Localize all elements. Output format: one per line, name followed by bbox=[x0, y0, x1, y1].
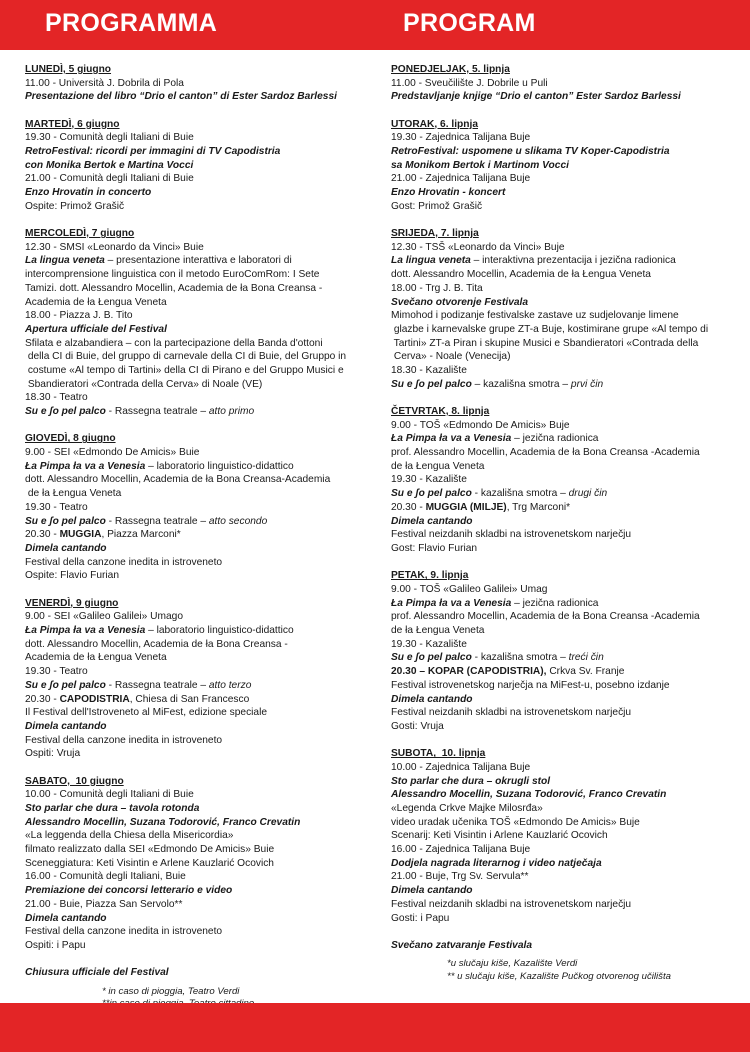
day-block bbox=[25, 597, 375, 761]
event-line bbox=[391, 597, 741, 611]
event-line: video uradak učenika TOŠ «Edmondo De Amicis» Buje bbox=[391, 816, 640, 828]
event-line: con Monika Bertok e Martina Vocci bbox=[25, 159, 194, 171]
event-line bbox=[391, 378, 741, 392]
event-line: «La leggenda della Chiesa della Misericordia» bbox=[25, 830, 234, 842]
event-line: «Legenda Crkve Majke Milosrđa» bbox=[391, 802, 543, 814]
day-heading: PONEDJELJAK, 5. lipnja bbox=[391, 64, 510, 75]
event-line: 18.00 - Piazza J. B. Tito bbox=[25, 310, 133, 322]
event-line: Gost: Primož Grašič bbox=[391, 200, 483, 212]
event-text: – kazališna smotra – bbox=[471, 378, 571, 390]
event-line: 10.00 - Zajednica Talijana Buje bbox=[391, 761, 531, 773]
event-text: MUGGIA bbox=[59, 529, 102, 541]
event-text: 20.30 - bbox=[25, 693, 60, 705]
event-text: – jezična radionica bbox=[511, 433, 599, 445]
day-block bbox=[391, 227, 741, 391]
event-text: - kazališna smotra – bbox=[471, 652, 569, 664]
event-line: Tamizi. dott. Alessandro Mocellin, Academia de ła Bona Creansa - bbox=[25, 282, 323, 294]
event-line: Dimela cantando bbox=[25, 720, 107, 732]
footer-bar bbox=[0, 1003, 750, 1052]
event-text: Ła Pimpa ła va a Venesia bbox=[391, 597, 512, 609]
event-line: Academia de ła Łengua Veneta bbox=[25, 296, 167, 308]
event-text: 20.30 - bbox=[25, 529, 60, 541]
day-heading: MERCOLEDÌ, 7 giugno bbox=[25, 228, 135, 240]
event-line: Ospiti: i Papu bbox=[25, 939, 86, 951]
event-line: Ospite: Flavio Furian bbox=[25, 570, 119, 582]
event-text: Su e ʃo pel palco bbox=[391, 652, 472, 664]
croatian-program-column bbox=[391, 63, 741, 983]
event-line: 9.00 - SEI «Galileo Galilei» Umago bbox=[25, 611, 183, 623]
event-line: Dimela cantando bbox=[391, 693, 473, 705]
event-line: Sbandieratori «Contrada della Cerva» di Noale (VE) bbox=[25, 378, 263, 390]
event-line: glazbe i karnevalske grupe ZT-a Buje, kostimirane grupe «Al tempo di bbox=[391, 323, 709, 335]
event-line bbox=[25, 528, 375, 542]
event-line bbox=[25, 460, 375, 474]
event-line: Cerva» - Noale (Venecija) bbox=[391, 351, 511, 363]
event-line: Il Festival dell'Istroveneto al MiFest, edizione speciale bbox=[25, 707, 268, 719]
event-line: Dimela cantando bbox=[25, 543, 107, 554]
event-line: de ła Łengua Veneta bbox=[391, 625, 485, 637]
event-text: - kazališna smotra – bbox=[471, 488, 569, 500]
event-line: sa Monikom Bertok i Martinom Vocci bbox=[391, 159, 569, 171]
event-line: 18.30 - Teatro bbox=[25, 392, 88, 404]
day-heading: SRIJEDA, 7. lipnja bbox=[391, 228, 479, 240]
event-line: dott. Alessandro Mocellin, Academia de ła Bona Creansa-Academia bbox=[25, 474, 331, 486]
event-line: 19.30 - Comunità degli Italiani di Buie bbox=[25, 132, 194, 144]
event-line bbox=[391, 501, 741, 515]
event-line: Festival della canzone inedita in istroveneto bbox=[25, 926, 223, 938]
event-line: 18.30 - Kazalište bbox=[391, 365, 467, 377]
footnote: * in caso di pioggia, Teatro Verdi bbox=[102, 985, 240, 997]
day-block bbox=[391, 569, 741, 733]
event-line: 11.00 - Sveučilište J. Dobrile u Puli bbox=[391, 77, 548, 89]
event-line: 21.00 - Buje, Trg Sv. Servula** bbox=[391, 871, 529, 883]
event-line: Presentazione del libro “Drio el canton” di Ester Sardoz Barlessi bbox=[25, 91, 337, 103]
event-text: – laboratorio linguistico-didattico bbox=[145, 460, 294, 472]
footnote: ** u slučaju kiše, Kazalište Pučkog otvorenog učilišta bbox=[447, 970, 671, 982]
day-block bbox=[25, 63, 375, 104]
event-text: Su e ʃo pel palco bbox=[25, 679, 106, 691]
event-line: Ospite: Primož Grašič bbox=[25, 200, 125, 212]
event-line: Gosti: i Papu bbox=[391, 912, 450, 924]
event-text: – interaktivna prezentacija i jezična radionica bbox=[470, 255, 676, 267]
day-block bbox=[25, 227, 375, 419]
event-line: 19.30 - Teatro bbox=[25, 666, 88, 678]
event-line: Ospiti: Vruja bbox=[25, 748, 81, 760]
event-line: Dodjela nagrada literarnog i video natječaja bbox=[391, 857, 602, 869]
event-line: Svečano otvorenje Festivala bbox=[391, 296, 529, 308]
event-line: Sto parlar che dura – tavola rotonda bbox=[25, 802, 200, 814]
event-line bbox=[25, 405, 375, 419]
event-line: 21.00 - Buie, Piazza San Servolo** bbox=[25, 898, 183, 910]
day-heading: SABATO, 10 giugno bbox=[25, 775, 124, 787]
event-line: filmato realizzato dalla SEI «Edmondo De Amicis» Buie bbox=[25, 844, 275, 856]
event-line: prof. Alessandro Mocellin, Academia de ła Bona Creansa -Academia bbox=[391, 447, 700, 459]
event-line bbox=[391, 487, 741, 501]
event-line: 11.00 - Università J. Dobrila di Pola bbox=[25, 77, 184, 89]
event-text: Su e ʃo pel palco bbox=[25, 406, 106, 418]
event-line: Festival neizdanih skladbi na istrovenetskom narječju bbox=[391, 707, 632, 719]
day-block bbox=[391, 747, 741, 925]
event-line: Festival della canzone inedita in istroveneto bbox=[25, 556, 223, 568]
day-block bbox=[25, 432, 375, 583]
event-text: , Trg Marconi* bbox=[506, 501, 571, 513]
day-block bbox=[25, 775, 375, 953]
day-heading: SUBOTA, 10. lipnja bbox=[391, 748, 486, 760]
event-line: Academia de ła Łengua Veneta bbox=[25, 652, 167, 664]
event-line: 19.30 - Kazalište bbox=[391, 474, 467, 486]
event-line: 9.00 - SEI «Edmondo De Amicis» Buie bbox=[25, 447, 200, 459]
event-line bbox=[391, 651, 741, 665]
event-line bbox=[25, 515, 375, 529]
event-text: – jezična radionica bbox=[511, 597, 599, 609]
event-line: Dimela cantando bbox=[391, 885, 473, 897]
event-line: Sfilata e alzabandiera – con la partecipazione della Banda d'ottoni bbox=[25, 337, 323, 349]
event-line: Premiazione dei concorsi letterario e video bbox=[25, 885, 233, 897]
header-bar bbox=[0, 0, 750, 50]
day-heading: ČETVRTAK, 8. lipnja bbox=[391, 405, 490, 417]
rain-notes bbox=[391, 958, 741, 983]
event-text: Su e ʃo pel palco bbox=[391, 378, 472, 390]
day-block bbox=[391, 63, 741, 104]
event-line: Apertura ufficiale del Festival bbox=[25, 323, 167, 335]
event-line bbox=[25, 693, 375, 707]
event-text: - Rassegna teatrale – bbox=[105, 515, 209, 527]
event-line: Gosti: Vruja bbox=[391, 720, 444, 732]
event-line bbox=[25, 624, 375, 638]
event-line: 16.00 - Zajednica Talijana Buje bbox=[391, 844, 531, 856]
event-text: atto secondo bbox=[208, 515, 268, 527]
day-heading: VENERDÌ, 9 giugno bbox=[25, 597, 119, 609]
event-text: 20.30 - bbox=[391, 501, 426, 513]
event-text: Ła Pimpa ła va a Venesia bbox=[25, 460, 146, 472]
event-text: treći čin bbox=[568, 652, 604, 664]
title-italian: PROGRAMMA bbox=[45, 9, 218, 37]
event-line: 19.30 - Zajednica Talijana Buje bbox=[391, 132, 531, 144]
event-line: Dimela cantando bbox=[25, 912, 107, 924]
event-line: Alessandro Mocellin, Suzana Todorović, Franco Crevatin bbox=[391, 789, 667, 801]
event-line: 12.30 - SMSI «Leonardo da Vinci» Buie bbox=[25, 241, 204, 253]
event-line: Gost: Flavio Furian bbox=[391, 543, 478, 554]
event-text: Ła Pimpa ła va a Venesia bbox=[25, 625, 146, 637]
event-line: Sceneggiatura: Keti Visintin e Arlene Kauzlarić Ocovich bbox=[25, 857, 274, 869]
event-line: RetroFestival: uspomene u slikama TV Koper-Capodistria bbox=[391, 146, 670, 158]
event-line: Mimohod i podizanje festivalske zastave uz sudjelovanje limene bbox=[391, 310, 679, 322]
event-line: della CI di Buie, del gruppo di carnevale della CI di Buie, del Gruppo in bbox=[25, 351, 347, 363]
event-text: La lingua veneta bbox=[391, 255, 471, 267]
day-heading: UTORAK, 6. lipnja bbox=[391, 118, 478, 130]
event-text: MUGGIA (MILJE) bbox=[425, 501, 507, 513]
footnote: *u slučaju kiše, Kazalište Verdi bbox=[447, 958, 578, 970]
event-line: dott. Alessandro Mocellin, Academia de ła Łengua Veneta bbox=[391, 269, 651, 281]
event-line bbox=[25, 254, 375, 268]
event-line: Festival neizdanih skladbi na istrovenetskom narječju bbox=[391, 529, 632, 541]
event-line bbox=[25, 679, 375, 693]
event-text: Su e ʃo pel palco bbox=[25, 515, 106, 527]
closing-ceremony: Svečano zatvaranje Festivala bbox=[391, 939, 533, 951]
event-line: de ła Łengua Veneta bbox=[391, 460, 485, 472]
event-line: dott. Alessandro Mocellin, Academia de ła Bona Creansa - bbox=[25, 638, 288, 650]
event-line: Festival neizdanih skladbi na istrovenetskom narječju bbox=[391, 898, 632, 910]
event-line: Predstavljanje knjige “Drio el canton” Ester Sardoz Barlessi bbox=[391, 91, 681, 103]
event-text: La lingua veneta bbox=[25, 255, 105, 267]
event-line: Sto parlar che dura – okrugli stol bbox=[391, 775, 551, 787]
event-line: 9.00 - TOŠ «Galileo Galilei» Umag bbox=[391, 583, 548, 595]
event-text: - Rassegna teatrale – bbox=[105, 679, 209, 691]
day-block bbox=[391, 118, 741, 214]
event-line: intercomprensione linguistica con il metodo EuroComRom: I Sete bbox=[25, 269, 320, 281]
event-line: prof. Alessandro Mocellin, Academia de ła Bona Creansa -Academia bbox=[391, 611, 700, 623]
event-text: CAPODISTRIA bbox=[59, 693, 130, 705]
day-block bbox=[25, 118, 375, 214]
event-text: , Chiesa di San Francesco bbox=[129, 693, 250, 705]
event-line: 12.30 - TSŠ «Leonardo da Vinci» Buje bbox=[391, 241, 565, 253]
event-text: atto primo bbox=[208, 406, 255, 418]
event-text: Crkva Sv. Franje bbox=[546, 666, 625, 678]
event-line: Alessandro Mocellin, Suzana Todorović, Franco Crevatin bbox=[25, 816, 301, 828]
event-line: Dimela cantando bbox=[391, 515, 473, 527]
event-line bbox=[391, 665, 741, 679]
event-text: Ła Pimpa ła va a Venesia bbox=[391, 433, 512, 445]
event-line: 10.00 - Comunità degli Italiani di Buie bbox=[25, 789, 194, 801]
event-text: – laboratorio linguistico-didattico bbox=[145, 625, 294, 637]
event-line bbox=[391, 254, 741, 268]
event-line: de ła Łengua Veneta bbox=[25, 488, 122, 500]
event-text: – presentazione interattiva e laboratori di bbox=[104, 255, 292, 267]
event-text: drugi čin bbox=[568, 488, 608, 500]
day-heading: PETAK, 9. lipnja bbox=[391, 570, 469, 582]
event-text: , Piazza Marconi* bbox=[101, 529, 181, 541]
day-heading: GIOVEDÌ, 8 giugno bbox=[25, 433, 116, 445]
event-text: Su e ʃo pel palco bbox=[391, 488, 472, 500]
event-text: 20.30 – KOPAR (CAPODISTRIA), bbox=[391, 666, 547, 678]
event-line: Enzo Hrovatin - koncert bbox=[391, 187, 506, 199]
event-line: RetroFestival: ricordi per immagini di TV Capodistria bbox=[25, 146, 281, 158]
event-line: 19.30 - Kazalište bbox=[391, 638, 467, 650]
event-line: Enzo Hrovatin in concerto bbox=[25, 187, 152, 199]
event-line: costume «Al tempo di Tartini» della CI di Pirano e del Gruppo Musici e bbox=[25, 365, 344, 377]
event-line: Tartini» ZT-a Piran i skupine Musici e Sbandieratori «Contrada della bbox=[391, 337, 699, 349]
event-line: 21.00 - Comunità degli Italiani di Buie bbox=[25, 173, 194, 185]
event-line: Festival della canzone inedita in istroveneto bbox=[25, 734, 223, 746]
event-text: atto terzo bbox=[208, 679, 252, 691]
event-line: Scenarij: Keti Visintin i Arlene Kauzlarić Ocovich bbox=[391, 830, 608, 842]
italian-program-column bbox=[25, 63, 375, 1011]
event-line: Festival istrovenetskog narječja na MiFest-u, posebno izdanje bbox=[391, 679, 670, 691]
day-block bbox=[391, 405, 741, 556]
event-line: 18.00 - Trg J. B. Tita bbox=[391, 282, 483, 294]
day-heading: MARTEDÌ, 6 giugno bbox=[25, 118, 120, 130]
closing-ceremony: Chiusura ufficiale del Festival bbox=[25, 967, 169, 979]
day-heading: LUNEDÌ, 5 giugno bbox=[25, 64, 112, 75]
event-line: 16.00 - Comunità degli Italiani, Buie bbox=[25, 871, 186, 883]
event-text: prvi čin bbox=[570, 378, 604, 390]
event-line bbox=[391, 432, 741, 446]
event-line: 21.00 - Zajednica Talijana Buje bbox=[391, 173, 531, 185]
title-croatian: PROGRAM bbox=[403, 9, 536, 37]
event-line: 19.30 - Teatro bbox=[25, 501, 88, 513]
event-text: - Rassegna teatrale – bbox=[105, 406, 209, 418]
event-line: 9.00 - TOŠ «Edmondo De Amicis» Buje bbox=[391, 419, 570, 431]
